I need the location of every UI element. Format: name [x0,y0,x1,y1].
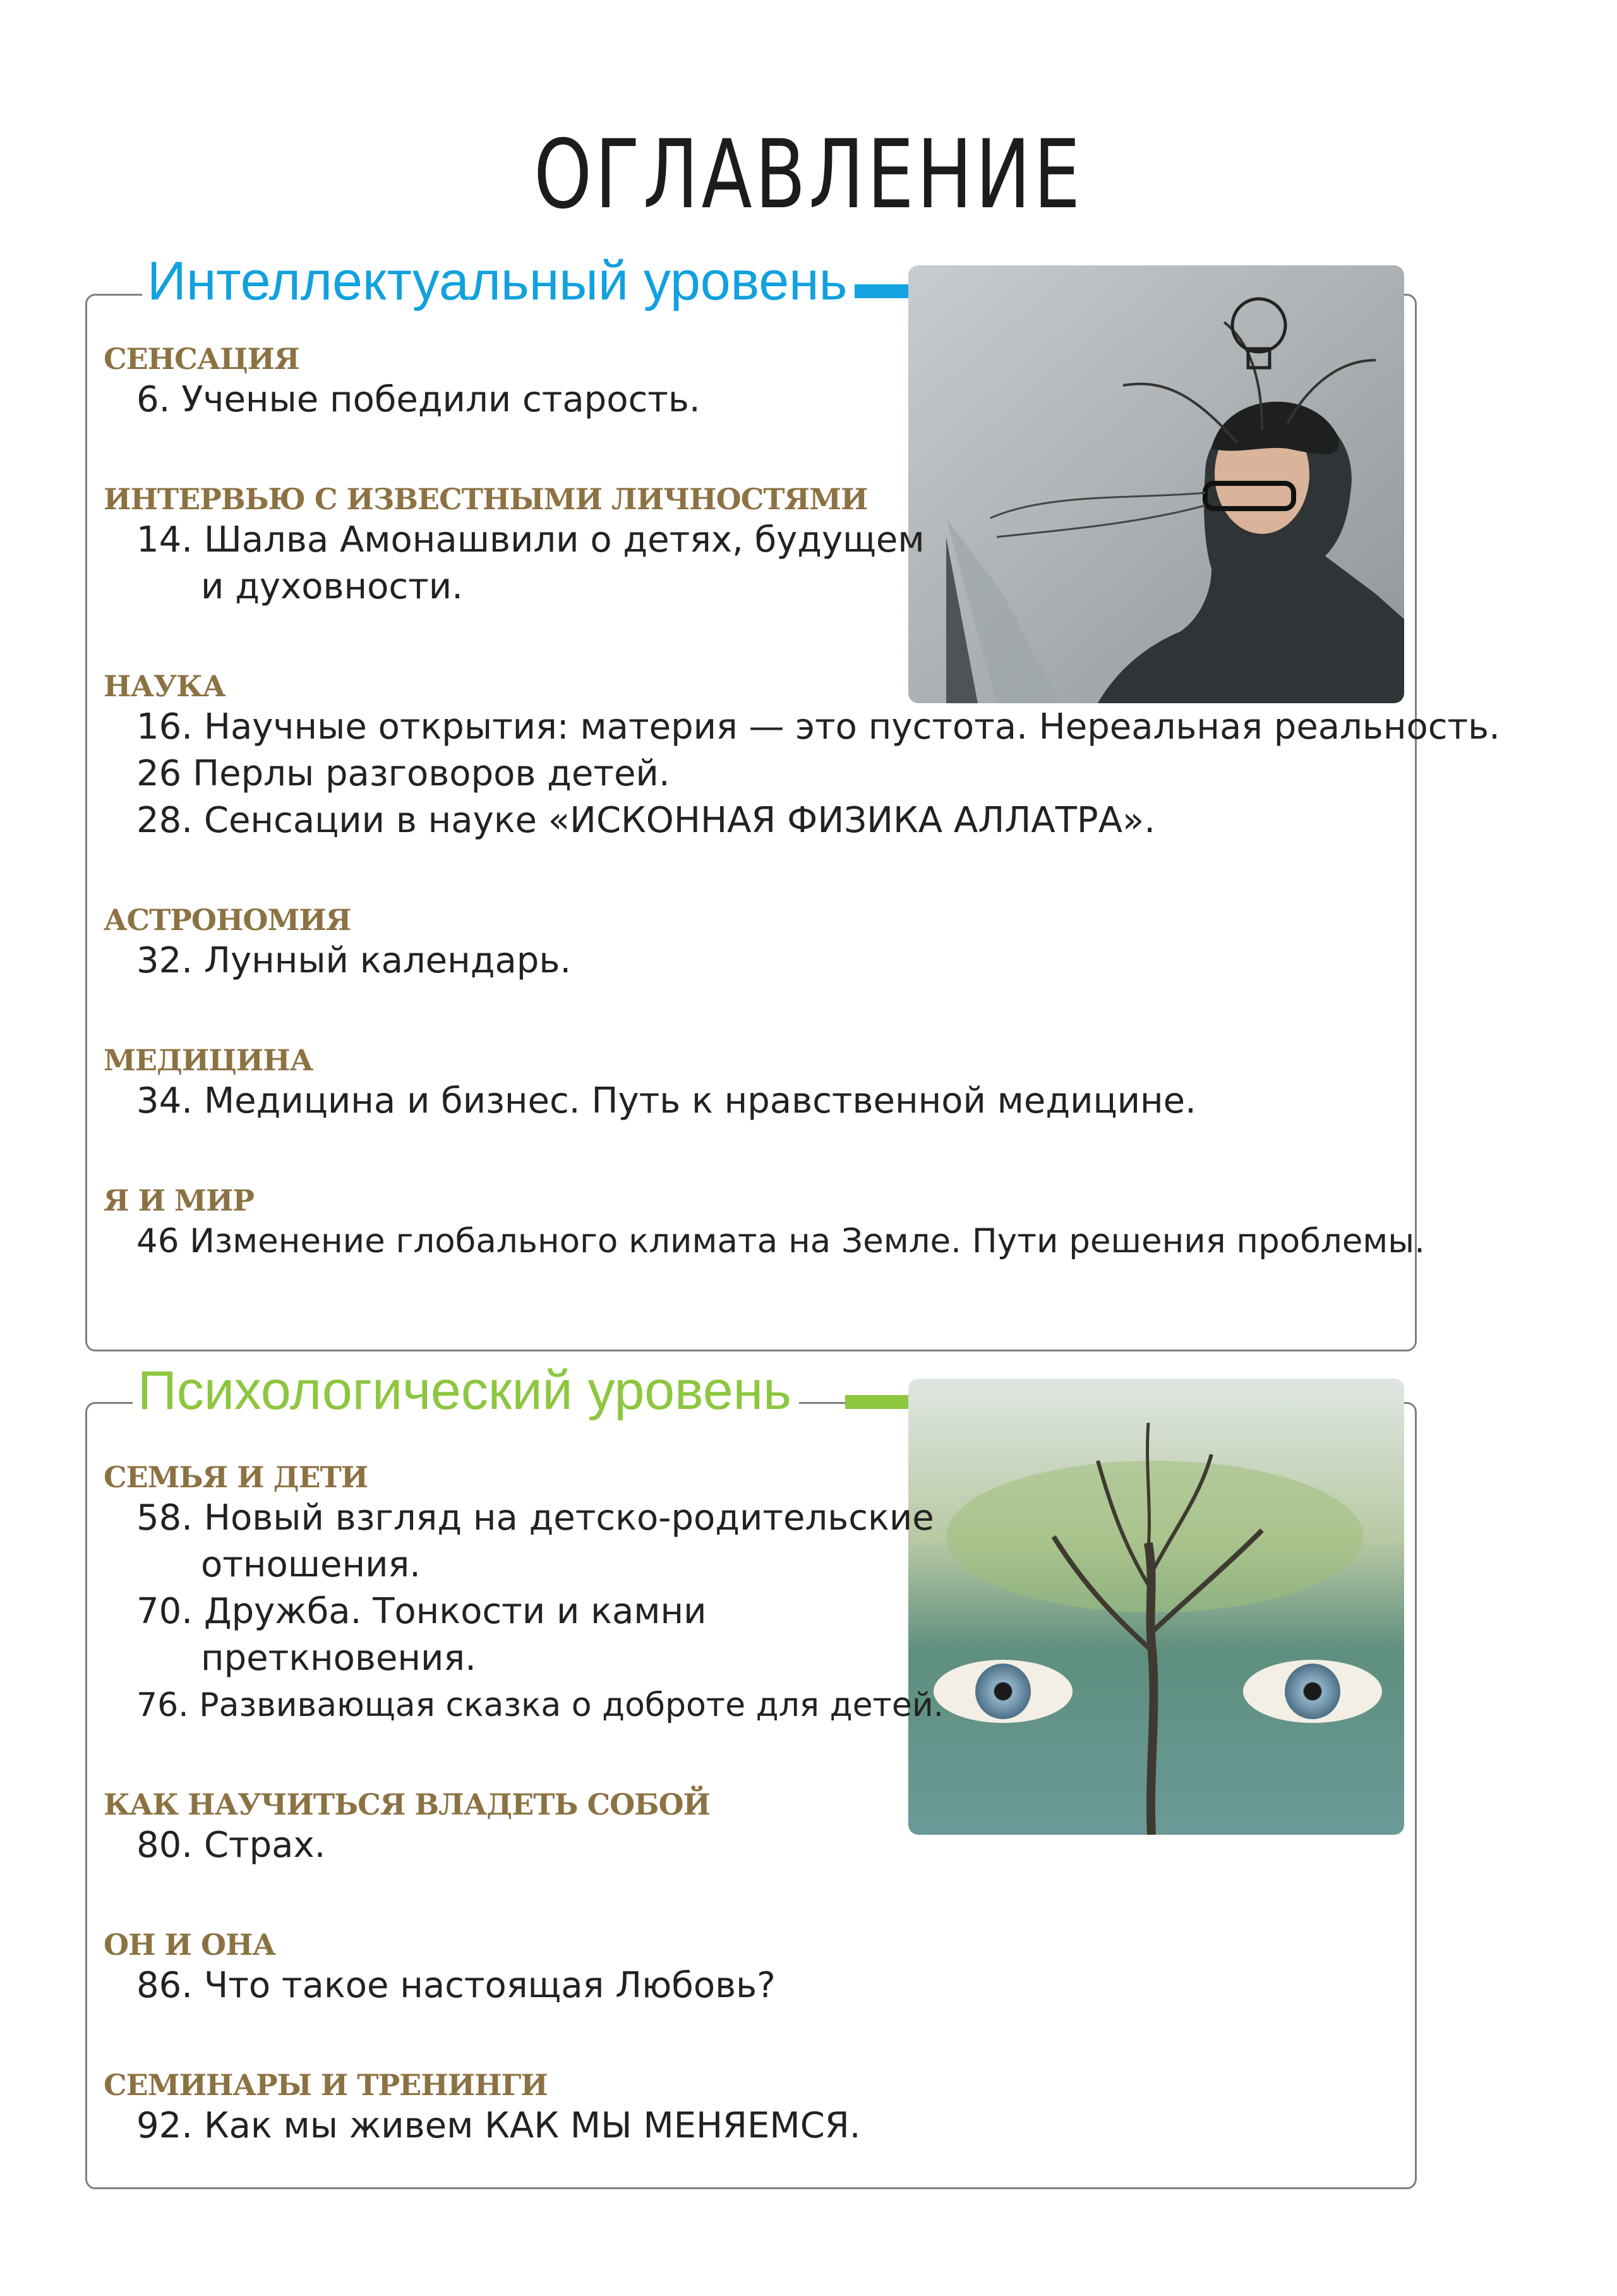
category-heading: СЕМЬЯ И ДЕТИ [104,1460,368,1494]
toc-entry[interactable] [136,751,1398,797]
toc-entry-line: 70. Дружба. Тонкости и камни [136,1591,707,1632]
toc-entry-line: 14. Шалва Амонашвили о детях, будущем [136,519,925,560]
toc-entry-line: 32. Лунный календарь. [136,940,572,981]
toc-entry-line: 26 Перлы разговоров детей. [136,753,670,794]
toc-entry[interactable] [136,704,1500,751]
toc-entry[interactable] [136,2103,1398,2149]
category-heading: НАУКА [104,669,225,703]
section-content-intellectual [104,341,1500,1265]
toc-group [104,1787,1398,1869]
category-heading: КАК НАУЧИТЬСЯ ВЛАДЕТЬ СОБОЙ [104,1787,710,1822]
page-title: ОГЛАВЛЕНИЕ [534,120,1083,230]
toc-group [104,341,1398,423]
category-heading: СЕНСАЦИЯ [104,342,299,376]
toc-entry[interactable] [136,517,1398,610]
toc-entry-line-wrap: отношения. [201,1544,421,1585]
toc-group [104,2067,1398,2149]
toc-entry-line: 58. Новый взгляд на детско-родительские [136,1497,934,1538]
toc-group [104,1042,1398,1125]
toc-entry[interactable] [136,377,1398,423]
toc-entry-line: 28. Сенсации в науке «ИСКОННАЯ ФИЗИКА АЛЛАТРА». [136,800,1156,841]
toc-entry-line: 16. Научные открытия: материя — это пустота. Нереальная реальность. [136,706,1500,747]
toc-group [104,902,1398,984]
toc-group [104,481,1398,610]
toc-entry-line-wrap: преткновения. [201,1638,476,1679]
section-heading-intellectual: Интеллектуальный уровень [142,254,855,308]
toc-entry[interactable] [136,1822,1398,1869]
category-heading: АСТРОНОМИЯ [104,903,351,937]
toc-entry[interactable] [136,1682,1398,1729]
section-heading-psychological: Психологический уровень [133,1363,799,1418]
section-content-psychological [104,1459,1398,2149]
category-heading: Я И МИР [104,1183,255,1217]
toc-entry[interactable] [136,1962,1398,2009]
toc-entry-line: 76. Развивающая сказка о доброте для детей. [136,1686,944,1724]
toc-group [104,1927,1398,2009]
category-heading: МЕДИЦИНА [104,1043,313,1077]
toc-entry[interactable] [136,797,1398,844]
category-heading: СЕМИНАРЫ И ТРЕНИНГИ [104,2068,548,2102]
toc-entry[interactable] [136,1588,1398,1682]
category-heading: ОН И ОНА [104,1928,276,1962]
toc-entry-line-wrap: и духовности. [201,566,463,607]
toc-entry-line: 6. Ученые победили старость. [136,379,700,420]
toc-entry[interactable] [136,1218,1425,1265]
category-heading: ИНТЕРВЬЮ С ИЗВЕСТНЫМИ ЛИЧНОСТЯМИ [104,482,868,516]
toc-entry-line: 92. Как мы живем КАК МЫ МЕНЯЕМСЯ. [136,2105,861,2146]
toc-group [104,1183,1425,1265]
toc-group [104,1459,1398,1729]
toc-entry-line: 46 Изменение глобального климата на Земле. Пути решения проблемы. [136,1222,1425,1260]
toc-entry[interactable] [136,1078,1398,1125]
toc-entry[interactable] [136,938,1398,984]
toc-entry-line: 86. Что такое настоящая Любовь? [136,1965,776,2006]
toc-entry[interactable] [136,1495,1398,1588]
toc-group [104,668,1500,844]
toc-entry-line: 34. Медицина и бизнес. Путь к нравственной медицине. [136,1080,1196,1121]
toc-entry-line: 80. Страх. [136,1825,326,1866]
